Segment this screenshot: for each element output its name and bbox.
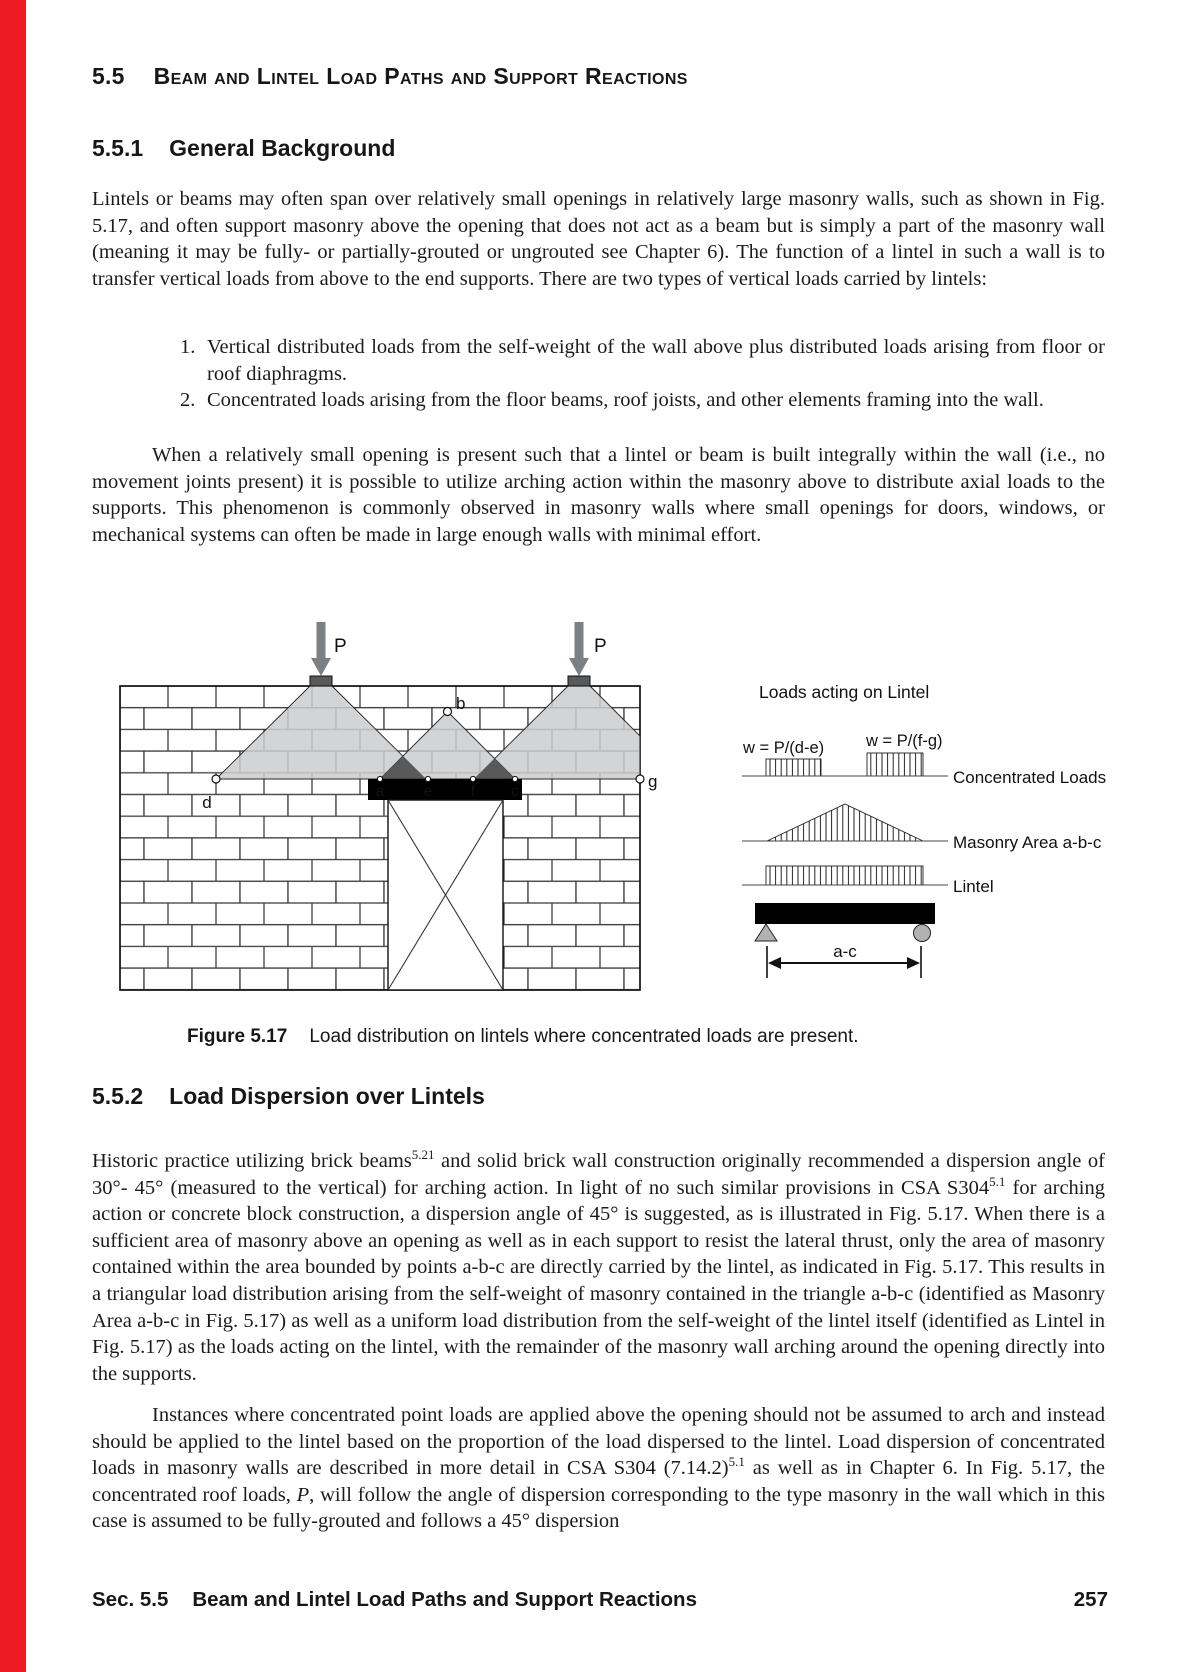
point-f-label: f — [470, 783, 476, 800]
point-g-label: g — [648, 772, 658, 791]
load-arrow-right — [569, 622, 589, 676]
point-c-marker — [512, 776, 517, 781]
paragraph-3: Historic practice utilizing brick beams$^{5.21}$ and solid brick wall construction originally recommended a dispersion angle of 30°- 45° (measured to the vertical) for arching action. In light of no such similar provisions in CSA $S304^{5.1}$ for arching action or concrete block construction, a dispersion angle of 45° is suggested, as is illustrated in Fig. 5.17. When there is a sufficient area of masonry above an opening as well as in each support to resist the lateral thrust, only the area of masonry contained within the area bounded by points a-b-c are directly carried by the lintel, as indicated in Fig. 5.17. This results in a triangular load distribution arising from the self-weight of masonry contained in the triangle a-b-c (identified as Masonry Area a-b-c in Fig. 5.17) as well as a uniform load distribution from the self-weight of the lintel itself (identified as Lintel in Fig. 5.17) as the loads acting on the lintel, with the remainder of the masonry wall arching around the opening directly into the supports. — [92, 1147, 1106, 1385]
figure-caption-label: Figure 5.17 — [187, 1026, 288, 1047]
load-arrow-left — [311, 622, 331, 676]
subsection-number: 5.5.2 — [92, 1083, 144, 1109]
paragraph-1-text: Lintels or beams may often span over relatively small openings in relatively large masonry walls, such as shown in Fig. 5.17, and often support masonry above the opening that does not act as a beam but is simply a part of the masonry wall (meaning it may be fully- or partially-grouted or ungrouted see Chapter 6). The function of a lintel in such a wall is to transfer vertical loads from above to the end supports. There are two types of vertical loads carried by lintels: — [92, 188, 1105, 290]
w2-label: w = P/(f-g) — [866, 732, 943, 750]
point-e-marker — [425, 776, 430, 781]
figure-caption-text: Load distribution on lintels where concentrated loads are present. — [309, 1026, 859, 1047]
point-a-marker — [377, 776, 382, 781]
point-e-label: e — [423, 783, 433, 800]
triangular-load — [767, 804, 923, 841]
list-item-2-text: Concentrated loads arising from the floor beams, roof joists, and other elements framing into the wall. — [207, 389, 1044, 412]
page-footer — [92, 1588, 1108, 1612]
load-label-left: P — [334, 636, 347, 657]
load-label-right: P — [594, 636, 607, 657]
footnote-ref: 5.21 — [411, 1147, 435, 1163]
roller-support — [914, 925, 931, 942]
paragraph-4: Instances where concentrated point loads are applied above the opening should not be assumed to arch and instead should be applied to the lintel based on the proportion of the load dispersed to the lintel. Load dispersion of concentrated loads in masonry walls are described in more detail in CSA S304 $(7.14.2)^{5.1}$ as well as in Chapter 6. In Fig. 5.17, the concentrated roof loads, P, will follow the angle of dispersion corresponding to the type masonry in the wall which in this case is assumed to be fully-grouted and follows a 45° dispersion — [92, 1404, 1106, 1533]
point-b-marker — [444, 708, 452, 716]
pin-support — [755, 924, 777, 941]
lintel-bar — [368, 779, 522, 800]
section-title: Beam and Lintel Load Paths and Support Reactions — [153, 63, 688, 89]
footnote-ref: 5.1 — [989, 1173, 1006, 1189]
lintel-load-diagram — [742, 682, 1106, 978]
list-item-1-text: Vertical distributed loads from the self-weight of the wall above plus distributed loads arising from floor or roof diaphragms. — [207, 336, 1105, 385]
bearing-plate-left — [310, 676, 332, 686]
dimension-a-c — [767, 942, 921, 978]
masonry-area-label: Masonry Area a-b-c — [953, 833, 1102, 852]
point-g-marker — [636, 775, 644, 783]
subsection-number: 5.5.1 — [92, 135, 144, 161]
point-f-marker — [470, 776, 475, 781]
list-item-2-number: 2. — [180, 389, 196, 412]
udl-block-fg — [867, 753, 923, 776]
lintel-diagram-title: Loads acting on Lintel — [759, 682, 930, 702]
beam-bar — [755, 903, 935, 924]
footer-title: Beam and Lintel Load Paths and Support Reactions — [192, 1588, 697, 1611]
point-a-label: a — [375, 783, 385, 800]
lintel-udl-block — [766, 866, 923, 885]
dim-label: a-c — [833, 942, 857, 961]
masonry-wall — [120, 622, 657, 990]
point-c-label: c — [511, 783, 519, 800]
subsection-heading-5-5-2 — [92, 1083, 485, 1110]
subsection-title: Load Dispersion over Lintels — [169, 1083, 485, 1109]
page-number: 257 — [1073, 1588, 1108, 1611]
list-item-1-number: 1. — [180, 336, 196, 358]
bearing-plate-right — [568, 676, 590, 686]
lintel-label: Lintel — [953, 877, 994, 896]
footnote-ref: 5.1 — [728, 1454, 745, 1470]
section-number: 5.5 — [92, 63, 125, 89]
figure-caption — [187, 1026, 859, 1048]
point-d-label: d — [202, 793, 212, 812]
paragraph-3-text: Historic practice utilizing brick beams — [92, 1150, 412, 1172]
point-b-label: b — [456, 694, 466, 713]
footer-section: Sec. 5.5 — [92, 1588, 169, 1611]
udl-block-de — [766, 759, 821, 776]
paragraph-2-text: When a relatively small opening is present such that a lintel or beam is built integrally within the wall (i.e., no movement joints present) it is possible to utilize arching action within the masonry above to distribute axial loads to the supports. This phenomenon is commonly observed in masonry walls where small openings for doors, windows, or mechanical systems can often be made in large enough walls with minimal effort. — [92, 444, 1105, 546]
subsection-title: General Background — [169, 135, 396, 161]
wall-opening — [388, 800, 503, 990]
concentrated-loads-label: Concentrated Loads — [953, 768, 1107, 787]
variable-P: P — [296, 1483, 310, 1506]
paragraph-4-text: Instances where concentrated point loads are applied above the opening should not be assumed to arch and instead should be applied to the lintel based on the proportion of the load dispersed to the lintel. Load dispersion of concentrated loads in masonry walls are described in more detail in CSA S304 (7.14.2) — [92, 1404, 1105, 1480]
point-d-marker — [212, 775, 220, 783]
w1-label: w = P/(d-e) — [743, 739, 825, 757]
